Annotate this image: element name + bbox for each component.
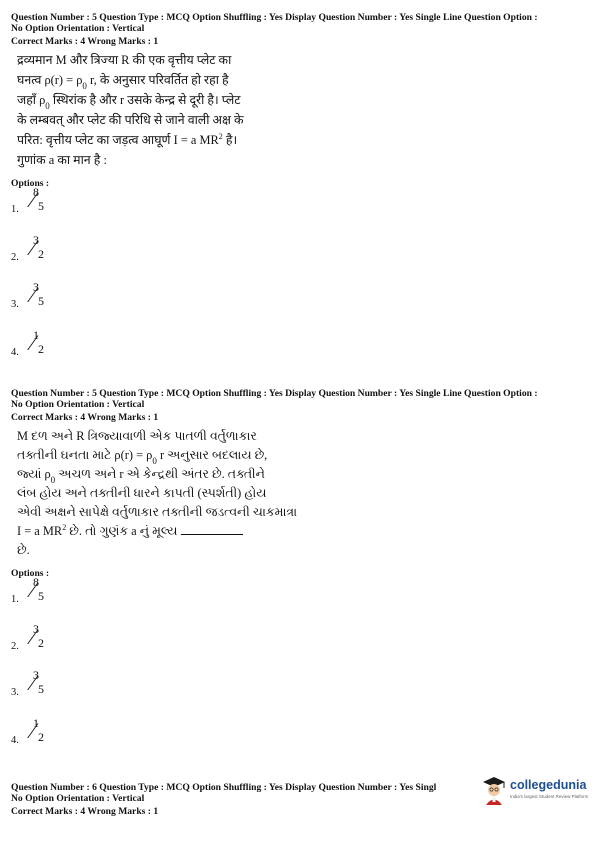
q2-option-4[interactable]: 4. 1 ⁄ 2 bbox=[11, 716, 91, 746]
answer-blank bbox=[181, 522, 243, 535]
brand-name: collegedunia bbox=[510, 778, 587, 792]
brand-tagline: India's largest Student Review Platform bbox=[510, 794, 589, 799]
q3-meta-line1: Question Number : 6 Question Type : MCQ Option Shuffling : Yes Display Question Number : Yes Singl bbox=[11, 782, 437, 793]
fraction: 1 ⁄ 2 bbox=[31, 328, 44, 356]
q3-meta-line2: No Option Orientation : Vertical bbox=[11, 793, 145, 804]
q2-option-3[interactable]: 3. 3 ⁄ 5 bbox=[11, 668, 91, 698]
q3-marks: Correct Marks : 4 Wrong Marks : 1 bbox=[11, 806, 159, 817]
fraction: 3 ⁄ 5 bbox=[31, 280, 44, 308]
q1-options-label: Options : bbox=[11, 178, 50, 189]
fraction: 3 ⁄ 2 bbox=[31, 622, 44, 650]
q2-marks: Correct Marks : 4 Wrong Marks : 1 bbox=[11, 412, 159, 423]
q2-option-2[interactable]: 2. 3 ⁄ 2 bbox=[11, 622, 91, 652]
q1-option-2[interactable]: 2. 3 ⁄ 2 bbox=[11, 233, 91, 263]
graduate-mascot-icon bbox=[480, 774, 508, 806]
q1-option-3[interactable]: 3. 3 ⁄ 5 bbox=[11, 280, 91, 310]
q2-option-1[interactable]: 1. 8 ⁄ 5 bbox=[11, 575, 91, 605]
q1-option-4[interactable]: 4. 1 ⁄ 2 bbox=[11, 328, 91, 358]
fraction: 3 ⁄ 2 bbox=[31, 233, 44, 261]
fraction: 3 ⁄ 5 bbox=[31, 668, 44, 696]
q2-meta-line2: No Option Orientation : Vertical bbox=[11, 399, 145, 410]
q2-options-label: Options : bbox=[11, 568, 50, 579]
q2-meta-line1: Question Number : 5 Question Type : MCQ Option Shuffling : Yes Display Question Number : Yes Single Line Question Option : bbox=[11, 388, 538, 399]
collegedunia-watermark bbox=[480, 774, 590, 806]
fraction: 8 ⁄ 5 bbox=[31, 185, 44, 213]
fraction: 8 ⁄ 5 bbox=[31, 575, 44, 603]
q1-option-1[interactable]: 1. 8 ⁄ 5 bbox=[11, 185, 91, 215]
q1-meta-line2: No Option Orientation : Vertical bbox=[11, 23, 145, 34]
q1-meta-line1: Question Number : 5 Question Type : MCQ Option Shuffling : Yes Display Question Number : Yes Single Line Question Option : bbox=[11, 12, 538, 23]
q1-marks: Correct Marks : 4 Wrong Marks : 1 bbox=[11, 36, 159, 47]
fraction: 1 ⁄ 2 bbox=[31, 716, 44, 744]
